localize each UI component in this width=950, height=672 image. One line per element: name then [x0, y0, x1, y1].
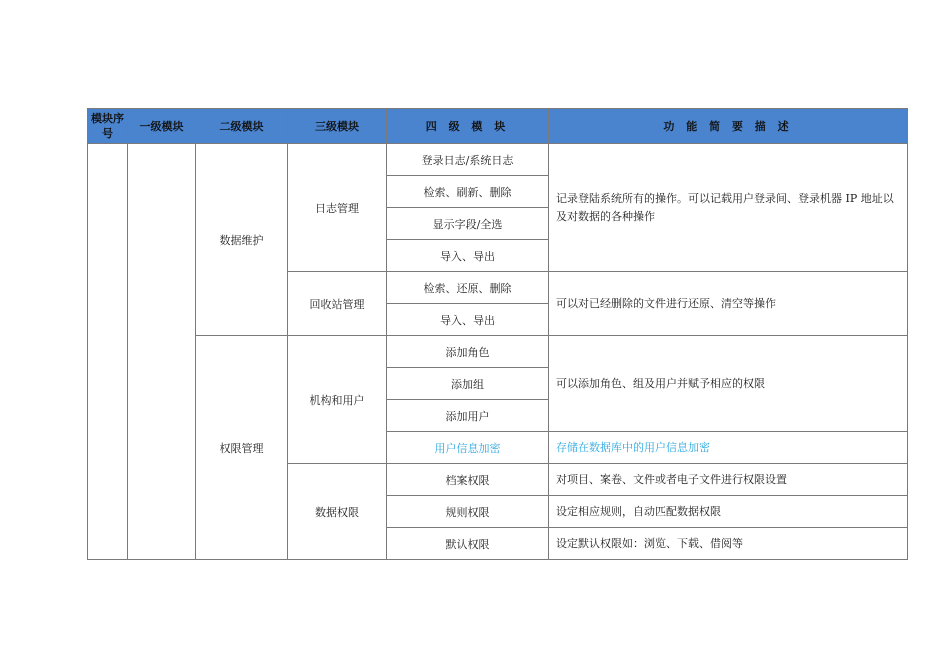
desc-org: 可以添加角色、组及用户并赋予相应的权限 — [549, 336, 908, 432]
table-row — [88, 336, 908, 368]
level3-log: 日志管理 — [288, 144, 387, 272]
level4-item-encrypt: 用户信息加密 — [387, 432, 549, 464]
level4-item: 导入、导出 — [387, 304, 549, 336]
level1-cell — [128, 144, 196, 560]
level2-data-maint: 数据维护 — [196, 144, 288, 336]
level2-permission: 权限管理 — [196, 336, 288, 560]
level3-data-perm: 数据权限 — [288, 464, 387, 560]
level4-item: 规则权限 — [387, 496, 549, 528]
level4-item: 档案权限 — [387, 464, 549, 496]
desc-default-perm: 设定默认权限如：浏览、下载、借阅等 — [549, 528, 908, 560]
header-level3: 三级模块 — [288, 109, 387, 144]
level4-item: 检索、还原、删除 — [387, 272, 549, 304]
desc-archive-perm: 对项目、案卷、文件或者电子文件进行权限设置 — [549, 464, 908, 496]
level3-org: 机构和用户 — [288, 336, 387, 464]
level4-item: 导入、导出 — [387, 240, 549, 272]
level4-item: 显示字段/全选 — [387, 208, 549, 240]
header-seq: 模块序号 — [88, 109, 128, 144]
desc-recycle: 可以对已经删除的文件进行还原、清空等操作 — [549, 272, 908, 336]
level3-recycle: 回收站管理 — [288, 272, 387, 336]
level4-item: 添加用户 — [387, 400, 549, 432]
header-desc: 功 能 简 要 描 述 — [549, 109, 908, 144]
desc-encrypt: 存储在数据库中的用户信息加密 — [549, 432, 908, 464]
seq-cell — [88, 144, 128, 560]
level4-item: 添加组 — [387, 368, 549, 400]
desc-rule-perm: 设定相应规则，自动匹配数据权限 — [549, 496, 908, 528]
level4-item: 检索、刷新、删除 — [387, 176, 549, 208]
level4-item: 添加角色 — [387, 336, 549, 368]
header-level4: 四 级 模 块 — [387, 109, 549, 144]
module-table — [87, 108, 908, 560]
header-level2: 二级模块 — [196, 109, 288, 144]
level4-item: 登录日志/系统日志 — [387, 144, 549, 176]
table-header-row — [88, 109, 908, 144]
level4-item: 默认权限 — [387, 528, 549, 560]
desc-log: 记录登陆系统所有的操作。可以记载用户登录间、登录机器 IP 地址以及对数据的各种操作 — [549, 144, 908, 272]
table-row — [88, 144, 908, 176]
header-level1: 一级模块 — [128, 109, 196, 144]
